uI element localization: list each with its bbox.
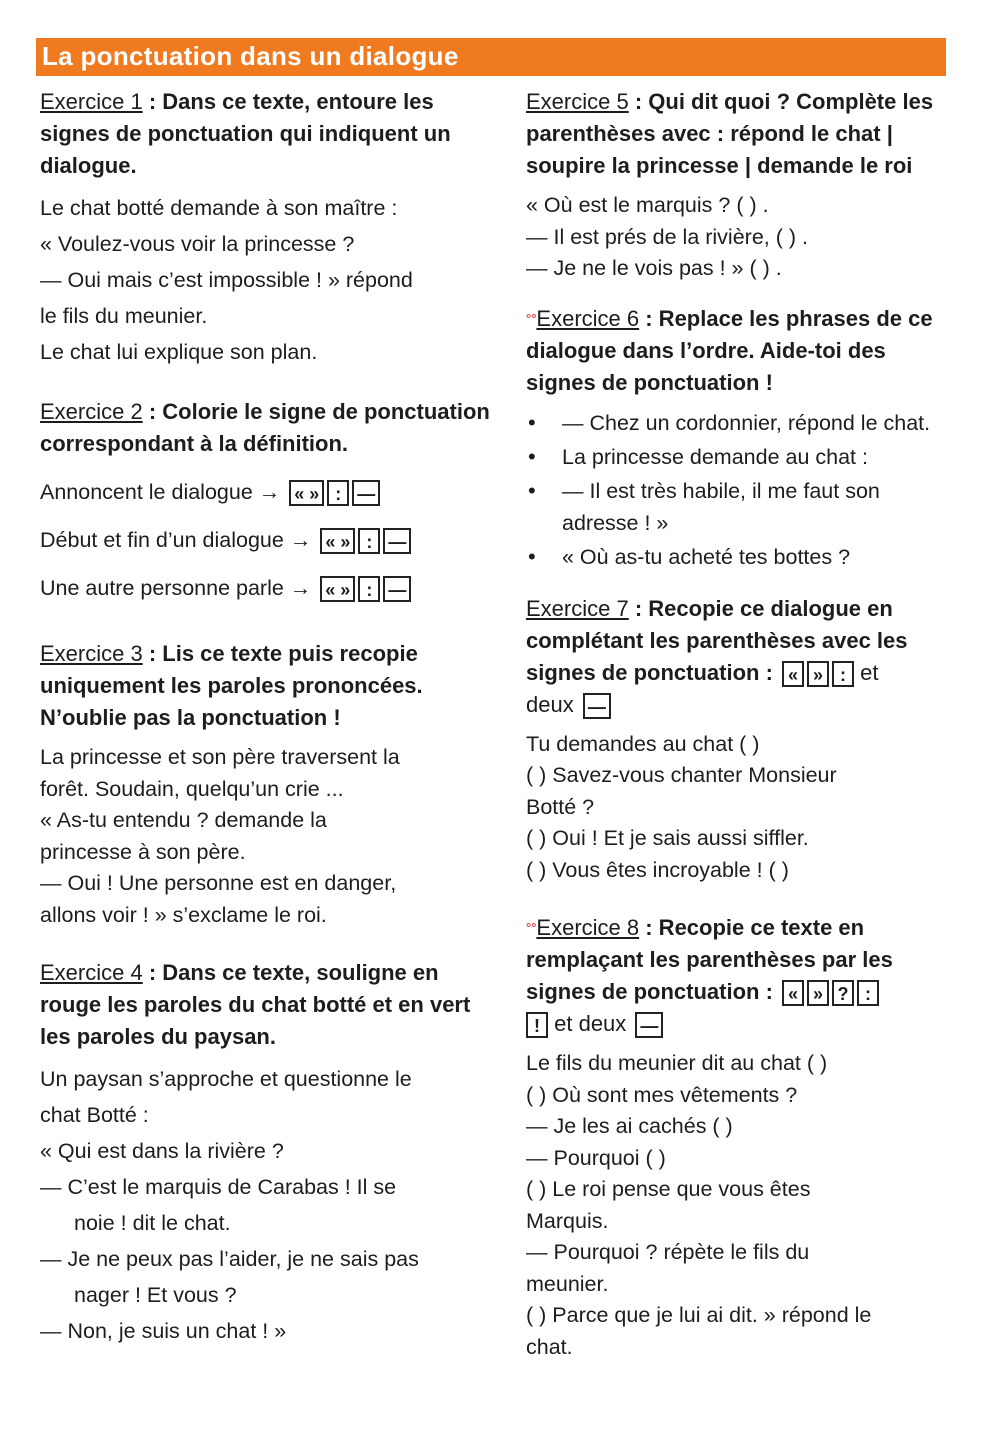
- sign-box-colon: :: [832, 661, 854, 687]
- exercise-3-text: [40, 742, 490, 931]
- definition-row: [40, 564, 490, 612]
- exercise-7-title: [526, 593, 946, 721]
- definition-row: [40, 516, 490, 564]
- sign-box-close-quote: »: [807, 980, 829, 1006]
- text-line: — Pourquoi ? répète le fils du: [526, 1240, 810, 1264]
- text-line: allons voir ! » s’exclame le roi.: [40, 902, 327, 927]
- text-line: ( ) Oui ! Et je sais aussi siffler.: [526, 826, 809, 850]
- text-line: Marquis.: [526, 1208, 609, 1233]
- exercise-3-instruction: : Lis ce texte puis recopie uniquement les paroles prononcées. N’oublie pas la ponctuation !: [40, 641, 423, 730]
- sign-box-colon[interactable]: :: [358, 528, 380, 554]
- right-column: [526, 86, 946, 1363]
- definition-label: Annoncent le dialogue →: [40, 480, 281, 504]
- list-item: • — Chez un cordonnier, répond le chat.: [526, 407, 946, 439]
- exercise-1: [40, 86, 490, 370]
- text-line: Tu demandes au chat ( ): [526, 731, 760, 756]
- text-line: Le chat botté demande à son maître :: [40, 196, 398, 220]
- exercise-4-instruction: : Dans ce texte, souligne en rouge les paroles du chat botté et en vert les paroles du paysan.: [40, 960, 471, 1049]
- text-line: ( ) Le roi pense que vous êtes: [526, 1177, 811, 1201]
- list-item: • — Il est très habile, il me faut son adresse ! »: [526, 475, 946, 539]
- and-text: et: [860, 659, 879, 685]
- text-line: — Je ne le vois pas ! » ( ) .: [526, 256, 782, 280]
- text-line: « Où est le marquis ? ( ) .: [526, 193, 769, 217]
- text-line: chat Botté :: [40, 1103, 149, 1127]
- text-line: « Voulez-vous voir la princesse ?: [40, 232, 355, 256]
- exercise-3-label: Exercice 3: [40, 641, 143, 666]
- list-item: • « Où as-tu acheté tes bottes ?: [526, 541, 946, 573]
- definition-label: Début et fin d’un dialogue →: [40, 528, 312, 552]
- exercise-4-text: [40, 1061, 490, 1349]
- exercise-7-text: [526, 729, 946, 887]
- sign-box-open-quote: «: [782, 980, 804, 1006]
- exercise-6-title: [526, 303, 946, 399]
- text-line: « As-tu entendu ? demande la: [40, 808, 327, 832]
- sign-box-exclamation: !: [526, 1012, 548, 1038]
- sign-box-dash[interactable]: —: [352, 480, 380, 506]
- text-line: ( ) Vous êtes incroyable ! ( ): [526, 857, 789, 882]
- list-item: • La princesse demande au chat :: [526, 441, 946, 473]
- exercise-3-title: [40, 638, 490, 734]
- sign-box-dash: —: [635, 1012, 663, 1038]
- exercise-4-label: Exercice 4: [40, 960, 143, 985]
- exercise-5-text: [526, 190, 946, 285]
- text-line: — Pourquoi ( ): [526, 1145, 666, 1170]
- exercise-1-label: Exercice 1: [40, 89, 143, 114]
- exercise-8: [526, 912, 946, 1363]
- text-line: — C’est le marquis de Carabas ! Il se: [40, 1175, 397, 1199]
- sign-box-dash[interactable]: —: [383, 528, 411, 554]
- exercise-2-instruction: : Colorie le signe de ponctuation correspondant à la définition.: [40, 399, 490, 456]
- text-line: — Il est prés de la rivière, ( ) .: [526, 224, 808, 249]
- sign-box-colon: :: [857, 980, 879, 1006]
- deux-text: deux: [526, 691, 574, 717]
- text-line: — Non, je suis un chat ! »: [40, 1319, 287, 1343]
- exercise-5-instruction: : Qui dit quoi ? Complète les parenthèses avec : répond le chat | soupire la princesse | demande le roi: [526, 89, 934, 178]
- text-line: chat.: [526, 1334, 573, 1359]
- exercise-7-instruction: : Recopie ce dialogue en complétant les parenthèses avec les signes de ponctuation :: [526, 595, 908, 685]
- exercise-7-label: Exercice 7: [526, 595, 629, 621]
- exercise-4: [40, 957, 490, 1349]
- exercise-4-title: [40, 957, 490, 1053]
- exercise-6-label: Exercice 6: [536, 305, 640, 331]
- text-line: — Je ne peux pas l’aider, je ne sais pas: [40, 1247, 419, 1271]
- sign-box-guillemets[interactable]: « »: [320, 576, 355, 602]
- text-line: ( ) Où sont mes vêtements ?: [526, 1082, 798, 1107]
- page-title: La ponctuation dans un dialogue: [42, 41, 459, 71]
- text-line: — Je les ai cachés ( ): [526, 1114, 733, 1138]
- text-line: La princesse et son père traversent la: [40, 745, 400, 769]
- exercise-5-title: [526, 86, 946, 182]
- text-line: — Oui mais c’est impossible ! » répond: [40, 268, 413, 292]
- definition-label: Une autre personne parle →: [40, 576, 312, 600]
- exercise-6: [526, 303, 946, 573]
- text-line: nager ! Et vous ?: [74, 1283, 237, 1307]
- sign-box-open-quote: «: [782, 661, 804, 687]
- sign-box-guillemets[interactable]: « »: [289, 480, 324, 506]
- text-line: Le fils du meunier dit au chat ( ): [526, 1051, 828, 1075]
- text-line: le fils du meunier.: [40, 304, 208, 328]
- sign-box-colon[interactable]: :: [327, 480, 349, 506]
- difficulty-stars: °°: [526, 920, 537, 935]
- text-line: princesse à son père.: [40, 839, 246, 864]
- sign-box-dash[interactable]: —: [383, 576, 411, 602]
- text-line: Botté ?: [526, 794, 595, 819]
- text-line: ( ) Savez-vous chanter Monsieur: [526, 763, 837, 787]
- exercise-7: [526, 593, 946, 887]
- exercise-8-label: Exercice 8: [536, 915, 640, 940]
- text-line: forêt. Soudain, quelqu’un crie ...: [40, 776, 344, 801]
- title-banner: [36, 38, 946, 76]
- text-line: noie ! dit le chat.: [74, 1211, 231, 1235]
- exercise-1-instruction: : Dans ce texte, entoure les signes de ponctuation qui indiquent un dialogue.: [40, 89, 451, 178]
- exercise-5: [526, 86, 946, 285]
- text-line: Le chat lui explique son plan.: [40, 340, 318, 364]
- text-line: — Oui ! Une personne est en danger,: [40, 871, 397, 895]
- text-line: ( ) Parce que je lui ai dit. » répond le: [526, 1303, 872, 1327]
- sign-box-dash: —: [583, 693, 611, 719]
- exercise-5-label: Exercice 5: [526, 89, 629, 114]
- text-line: Un paysan s’approche et questionne le: [40, 1067, 412, 1091]
- exercise-8-title: [526, 912, 946, 1040]
- exercise-2-title: [40, 396, 490, 460]
- exercise-6-list: [526, 407, 946, 573]
- sign-box-close-quote: »: [807, 661, 829, 687]
- sign-box-guillemets[interactable]: « »: [320, 528, 355, 554]
- exercise-2: [40, 396, 490, 612]
- exercise-8-instruction: : Recopie ce texte en remplaçant les parenthèses par les signes de ponctuation :: [526, 915, 893, 1004]
- deux-text: et deux: [554, 1011, 627, 1036]
- exercise-8-text: [526, 1048, 946, 1363]
- text-line: « Qui est dans la rivière ?: [40, 1139, 284, 1163]
- left-column: [40, 86, 490, 1349]
- exercise-2-label: Exercice 2: [40, 399, 143, 424]
- sign-box-colon[interactable]: :: [358, 576, 380, 602]
- exercise-1-title: [40, 86, 490, 182]
- exercise-6-instruction: : Replace les phrases de ce dialogue dans l’ordre. Aide-toi des signes de ponctuation !: [526, 305, 933, 395]
- definition-row: [40, 468, 490, 516]
- difficulty-stars: °°: [526, 310, 537, 326]
- text-line: meunier.: [526, 1271, 609, 1296]
- sign-box-question: ?: [832, 980, 854, 1006]
- exercise-3: [40, 638, 490, 931]
- exercise-1-text: [40, 190, 490, 370]
